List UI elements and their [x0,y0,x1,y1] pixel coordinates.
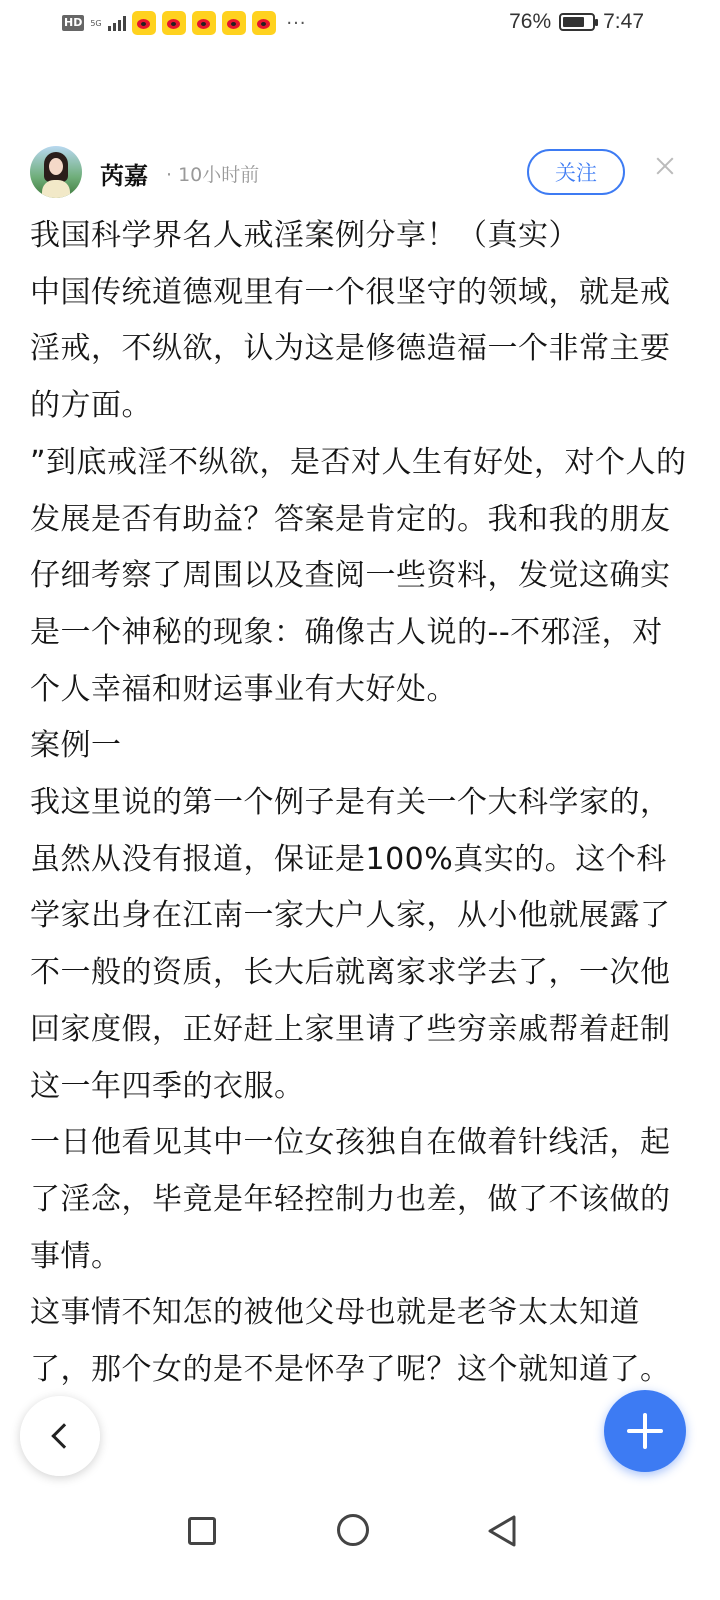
article-paragraph: 中国传统道德观里有一个很坚守的领域，就是戒淫戒，不纵欲，认为这是修德造福一个非常主要的方面。 [30,274,671,424]
network-type: 5G [90,18,102,28]
user-avatar[interactable] [30,146,82,198]
author-name[interactable]: 芮嘉 [100,162,148,190]
weibo-icon [192,11,216,35]
article-paragraph: 我这里说的第一个例子是有关一个大科学家的，虽然从没有报道，保证是100%真实的。这个科学家出身在江南一家大户人家，从小他就展露了不一般的资质，长大后就离家求学去了，一次他回家度假，正好赶上家里请了些穷亲戚帮着赶制这一年四季的衣服。 [30,785,671,1104]
weibo-icon [162,11,186,35]
battery-percent: 76% [509,10,552,33]
post-header [30,146,690,200]
article-paragraph: 一日他看见其中一位女孩独自在做着针线活，起了淫念，毕竟是年轻控制力也差，做了不该做的事情。 [30,1125,671,1274]
battery-icon [559,13,595,31]
more-notifications-icon: ··· [286,12,307,34]
weibo-icon [132,11,156,35]
article-title: 我国科学界名人戒淫案例分享！（真实） [30,218,579,253]
chevron-left-icon [51,1423,76,1448]
signal-icon [108,15,126,31]
close-icon[interactable] [652,154,678,180]
back-triangle-icon[interactable] [486,1514,518,1548]
clock: 7:47 [603,10,644,33]
back-button[interactable] [20,1396,100,1476]
system-nav-bar [0,1490,720,1600]
post-time: · 10小时前 [166,164,260,186]
weibo-icon [222,11,246,35]
article-body [30,208,690,1490]
status-bar [0,0,720,48]
add-button[interactable] [604,1390,686,1472]
article-paragraph: 这事情不知怎的被他父母也就是老爷太太知道了，那个女的是不是怀孕了呢？这个就知道了。 [30,1295,671,1388]
status-bar-left [62,11,307,35]
weibo-icon [252,11,276,35]
follow-button[interactable]: 关注 [527,149,625,195]
article-section-heading: 案例一 [30,728,122,764]
hd-indicator: HD [64,16,83,29]
status-bar-right [509,10,644,34]
article-paragraph: ”到底戒淫不纵欲，是否对人生有好处，对个人的发展是否有助益？答案是肯定的。我和我的朋友仔细考察了周围以及查阅一些资料，发觉这确实是一个神秘的现象：确像古人说的--不邪淫，对个人幸福和财运事业有大好处。 [30,444,687,707]
recent-apps-square-icon[interactable] [188,1517,216,1545]
home-circle-icon[interactable] [337,1514,369,1546]
